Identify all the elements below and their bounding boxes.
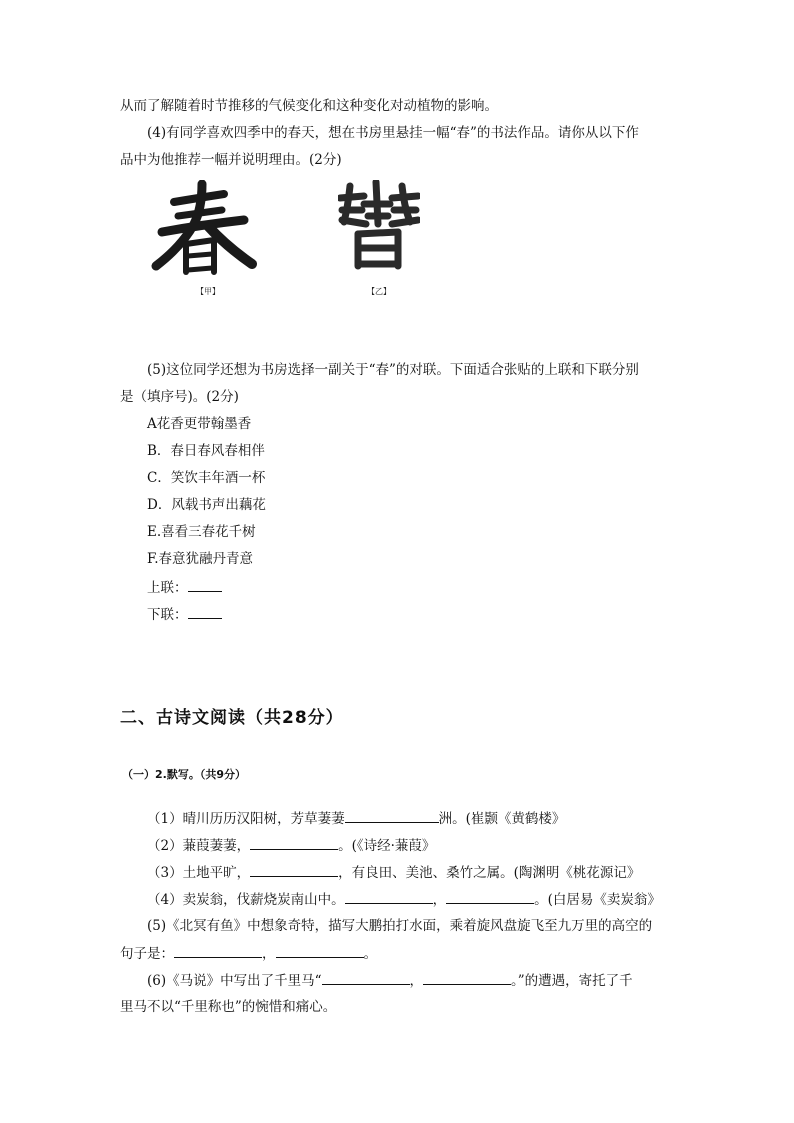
dictation-3-text-a: （3）土地平旷， [147, 865, 251, 881]
calligraphy-jia-image [148, 180, 260, 276]
option-b: B．春日春风春相伴 [147, 443, 265, 459]
intro-line: 从而了解随着时节推移的气候变化和这种变化对动植物的影响。 [120, 98, 498, 114]
option-e: E.喜看三春花千树 [147, 524, 256, 540]
dictation-1-text-a: （1）晴川历历汉阳树，芳草萋萋 [147, 811, 345, 827]
dictation-3-text-b: ，有良田、美池、桑竹之属。(陶渊明《桃花源记》 [338, 865, 641, 881]
dictation-item-4 [147, 889, 661, 910]
dictation-4-separator: ， [432, 892, 447, 908]
dictation-4-text-b: 。(白居易《卖炭翁》 [534, 892, 661, 908]
dictation-item-5-line1: (5)《北冥有鱼》中想象奇特，描写大鹏拍打水面，乘着旋风盘旋飞至九万里的高空的 [147, 918, 653, 934]
dictation-4-text-a: （4）卖炭翁，伐薪烧炭南山中。 [147, 892, 345, 908]
dictation-3-blank[interactable] [250, 862, 338, 877]
calligraphy-yi-label: 【乙】 [367, 287, 391, 296]
dictation-item-5-line2 [120, 943, 377, 964]
dictation-item-6-line1 [147, 970, 633, 991]
q4-line1: (4)有同学喜欢四季中的春天，想在书房里悬挂一幅“春”的书法作品。请你从以下作 [147, 125, 639, 141]
dictation-1-blank[interactable] [345, 808, 439, 823]
upper-couplet-answer [147, 577, 222, 598]
dictation-5-separator: ， [262, 946, 276, 962]
dictation-5-blank-2[interactable] [276, 943, 364, 958]
dictation-item-1 [147, 808, 565, 829]
dictation-5-blank-1[interactable] [174, 943, 262, 958]
dictation-item-6-line2: 里马不以“千里称也”的惋惜和痛心。 [120, 999, 337, 1015]
calligraphy-yi-image [338, 180, 420, 272]
dictation-1-text-b: 洲。(崔颢《黄鹤楼》 [438, 811, 566, 827]
lower-couplet-answer [147, 604, 222, 625]
dictation-2-text-b: 。(《诗经·蒹葭》 [338, 838, 436, 854]
dictation-6-separator: ， [409, 973, 424, 989]
lower-couplet-blank[interactable] [188, 604, 222, 619]
upper-couplet-label: 上联： [147, 580, 188, 596]
upper-couplet-blank[interactable] [188, 577, 222, 592]
section-heading: 二、古诗文阅读（共28分） [120, 708, 344, 728]
dictation-2-text-a: （2）蒹葭萋萋， [147, 838, 251, 854]
dictation-6-text-a: (6)《马说》中写出了千里马“ [147, 973, 322, 989]
dictation-4-blank-1[interactable] [345, 889, 433, 904]
dictation-6-blank-1[interactable] [322, 970, 410, 985]
option-c: C．笑饮丰年酒一杯 [147, 470, 266, 486]
calligraphy-jia-label: 【甲】 [196, 287, 220, 296]
dictation-item-2 [147, 835, 435, 856]
lower-couplet-label: 下联： [147, 607, 188, 623]
q4-line2: 品中为他推荐一幅并说明理由。(2分) [120, 152, 342, 168]
dictation-4-blank-2[interactable] [446, 889, 534, 904]
dictation-6-blank-2[interactable] [423, 970, 511, 985]
dictation-6-text-b: 。”的遭遇，寄托了千 [511, 973, 633, 989]
option-d: D．风载书声出藕花 [147, 497, 266, 513]
dictation-5-end: 。 [363, 946, 377, 962]
option-f: F.春意犹融丹青意 [147, 551, 254, 567]
q5-line1: (5)这位同学还想为书房选择一副关于“春”的对联。下面适合张贴的上联和下联分别 [147, 362, 639, 378]
dictation-5-text-a: 句子是： [120, 946, 174, 962]
q5-line2: 是（填序号)。(2分) [120, 389, 239, 405]
option-a: A花香更带翰墨香 [147, 416, 252, 432]
dictation-item-3 [147, 862, 640, 883]
dictation-2-blank[interactable] [250, 835, 338, 850]
section-subheading: （一）2.默写。（共9分） [122, 768, 246, 781]
